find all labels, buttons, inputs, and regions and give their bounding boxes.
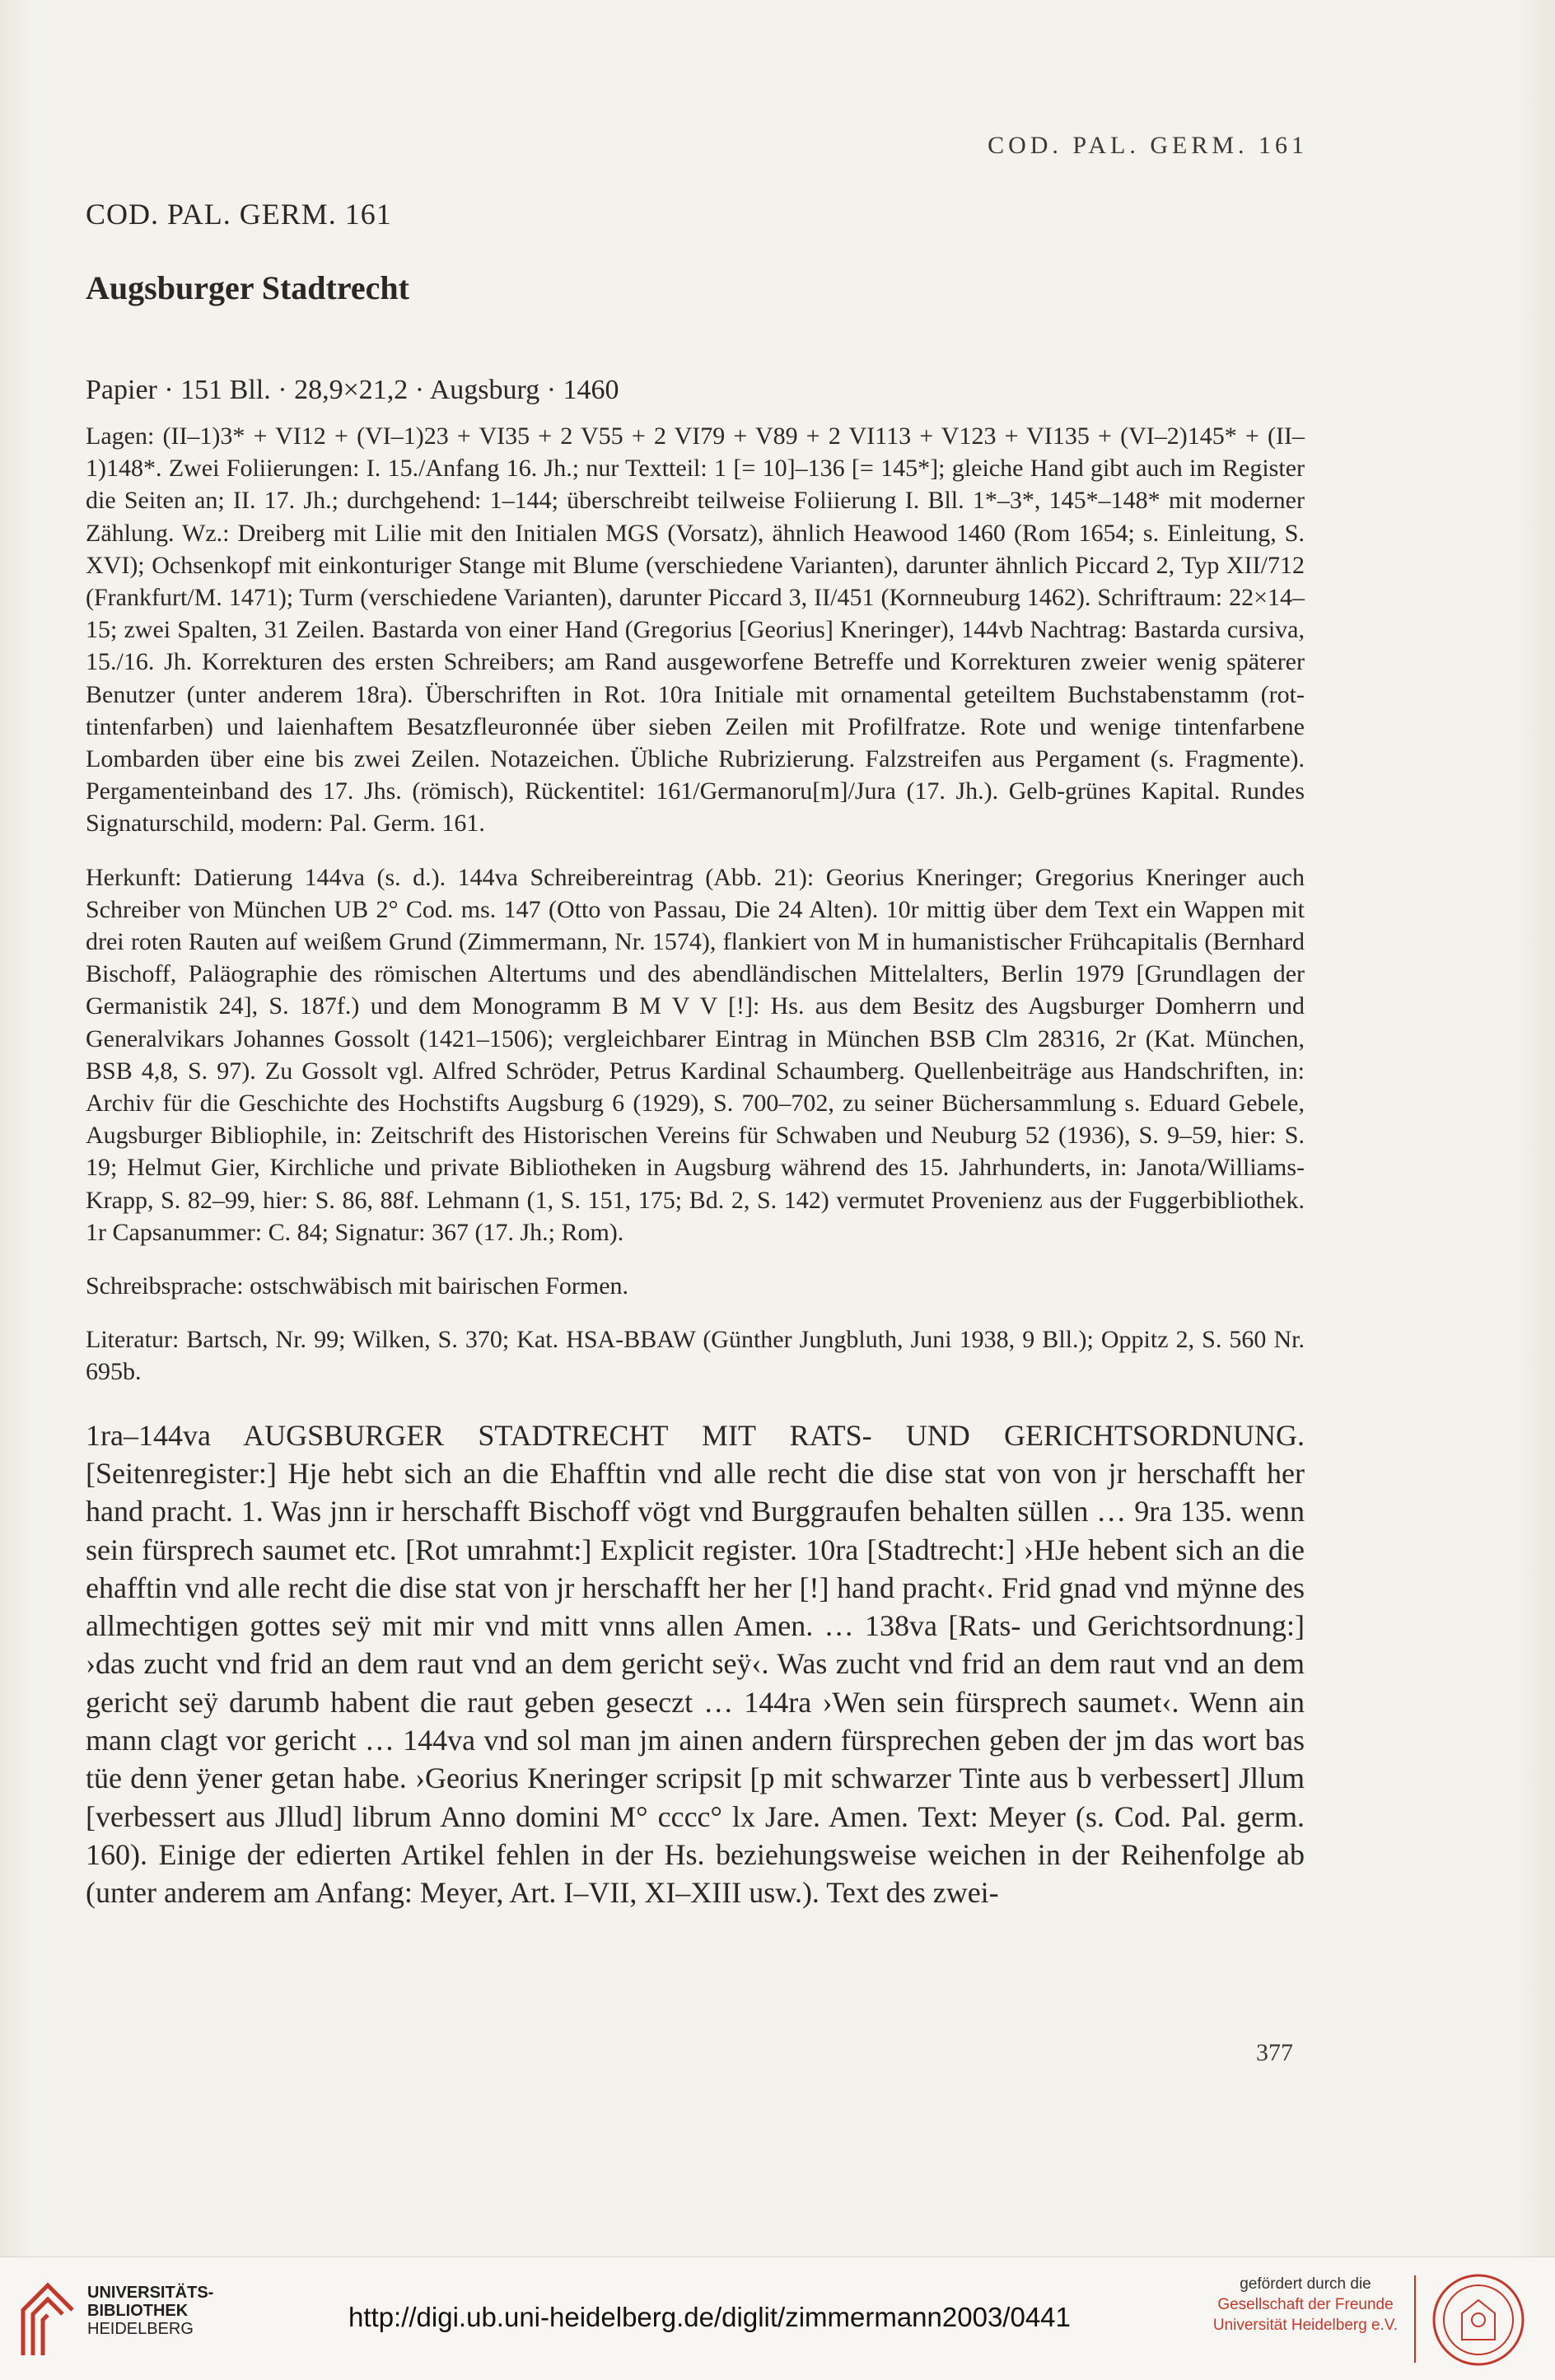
provenance-paragraph: Herkunft: Datierung 144va (s. d.). 144va Schreibereintrag (Abb. 21): Georius Kneringer; Gregorius Kneringer auch Schreiber von München UB 2° Cod. ms. 147 (Otto von Passau, Die 24 Alten). 10r mittig über dem Text ein Wappen mit drei roten Rauten auf weißem Grund (Zimmermann, Nr. 1574), flankiert von M in humanistischer Frühcapitalis (Bernhard Bischoff, Paläographie des römischen Altertums und des abendländischen Mittelalters, Berlin 1979 [Grundlagen der Germanistik 24], S. 187f.) und dem Monogramm B M V V [!]: Hs. aus dem Besitz des Augsburger Domherrn und Generalvikars Johannes Gossolt (1421–1506); vergleichbarer Eintrag in München BSB Clm 28316, 2r (Kat. München, BSB 4,8, S. 97). Zu Gossolt vgl. Alfred Schröder, Petrus Kardinal Schaumberg. Quellenbeiträge aus Handschriften, in: Archiv für die Geschichte des Hochstifts Augsburg 6 (1929), S. 700–702, zu seiner Büchersammlung s. Eduard Gebele, Augsburger Bibliophile, in: Zeitschrift des Historischen Vereins für Schwaben und Neuburg 52 (1936), S. 9–59, hier: S. 19; Helmut Gier, Kirchliche und private Bibliotheken in Augsburg während des 15. Jahrhunderts, in: Janota/Williams-Krapp, S. 82–99, hier: S. 86, 88f. Lehmann (1, S. 151, 175; Bd. 2, S. 142) vermutet Provenienz aus der Fuggerbibliothek. 1r Capsanummer: C. 84; Signatur: 367 (17. Jh.; Rom). <box>86 863 1305 1246</box>
running-head: COD. PAL. GERM. 161 <box>988 132 1308 159</box>
catalog-entry <box>86 196 1305 1912</box>
literature-paragraph: Literatur: Bartsch, Nr. 99; Wilken, S. 370; Kat. HSA-BBAW (Günther Jungbluth, Juni 1938, 9 Bll.); Oppitz 2, S. 560 Nr. 695b. <box>86 1326 1305 1386</box>
footer-divider <box>1414 2275 1416 2363</box>
library-name <box>87 2284 213 2338</box>
library-name-line2: BIBLIOTHEK <box>87 2302 189 2320</box>
sponsor-credit <box>1198 2274 1413 2336</box>
university-seal-icon <box>1431 2272 1526 2372</box>
language-paragraph: Schreibsprache: ostschwäbisch mit bairischen Formen. <box>86 1272 629 1300</box>
library-name-line3: HEIDELBERG <box>87 2320 194 2338</box>
codicology-paragraph: Lagen: (II–1)3* + VI12 + (VI–1)23 + VI35 + 2 V55 + 2 VI79 + V89 + 2 VI113 + V123 + VI135 + (VI–2)145* + (II–1)148*. Zwei Foliierungen: I. 15./Anfang 16. Jh.; nur Textteil: 1 [= 10]–136 [= 145*]; gleiche Hand gibt auch im Register die Seiten an; II. 17. Jh.; durchgehend: 1–144; überschreibt teilweise Foliierung I. Bll. 1*–3*, 145*–148* mit moderner Zählung. Wz.: Dreiberg mit Lilie mit den Initialen MGS (Vorsatz), ähnlich Heawood 1460 (Rom 1654; s. Einleitung, S. XVI); Ochsenkopf mit einkonturiger Stange mit Blume (verschiedene Varianten), darunter ähnlich Piccard 2, Typ XII/712 (Frankfurt/M. 1471); Turm (verschiedene Varianten), darunter Piccard 3, II/451 (Kornneuburg 1462). Schriftraum: 22×14–15; zwei Spalten, 31 Zeilen. Bastarda von einer Hand (Gregorius [Georius] Kneringer), 144vb Nachtrag: Bastarda cursiva, 15./16. Jh. Korrekturen des ersten Schreibers; am Rand ausgeworfene Betreffe und Korrekturen zweier wenig späterer Benutzer (unter anderem 18ra). Überschriften in Rot. 10ra Initiale mit ornamental geteiltem Buchstabenstamm (rot-tintenfarben) und laienhaftem Besatzfleuronnée über sieben Zeilen mit Profilfratze. Rote und wenige tintenfarbene Lombarden über eine bis zwei Zeilen. Notazeichen. Übliche Rubrizierung. Falzstreifen aus Pergament (s. Fragmente). Pergamenteinband des 17. Jhs. (römisch), Rückentitel: 161/Germanoru[m]/Jura (17. Jh.). Gelb-grünes Kapital. Rundes Signaturschild, modern: Pal. Germ. 161. <box>86 422 1305 838</box>
sponsor-lead: gefördert durch die <box>1240 2275 1371 2293</box>
library-name-line1: UNIVERSITÄTS- <box>87 2284 214 2302</box>
library-logo-icon <box>15 2277 81 2364</box>
permalink-url[interactable]: http://digi.ub.uni-heidelberg.de/diglit/zimmermann2003/0441 <box>348 2302 1071 2332</box>
content-description: 1ra–144va AUGSBURGER STADTRECHT MIT RATS- UND GERICHTSORDNUNG. [Seitenregister:] Hje hebt sich an die Ehafftin vnd alle recht die dise stat von von jr herschafft her hand pracht. 1. Was jnn ir herschafft Bischoff vögt vnd Burggraufen behalten süllen … 9ra 135. wenn sein fürsprech saumet etc. [Rot umrahmt:] Explicit register. 10ra [Stadtrecht:] ›HJe hebent sich an die ehafftin vnd alle recht die dise stat von jr herschafft her her [!] hand pracht‹. Frid gnad vnd mÿnne des allmechtigen gottes seÿ mit mir vnd mitt vnns allen Amen. … 138va [Rats- und Gerichtsordnung:] ›das zucht vnd frid an dem raut vnd an dem gericht seÿ‹. Was zucht vnd frid an dem raut vnd an dem gericht seÿ darumb habent die raut geben geseczt … 144ra ›Wen sein fürsprech saumet‹. Wenn ain mann clagt vor gericht … 144va vnd sol man jm ainen andern fürsprechen geben der jm das wort bas tüe denn ÿener getan habe. ›Georius Kneringer scripsit [p mit schwarzer Tinte aus b verbessert] Jllum [verbessert aus Jllud] librum Anno domini M° cccc° lx Jare. Amen. Text: Meyer (s. Cod. Pal. germ. 160). Einige der edierten Artikel fehlen in der Hs. beziehungsweise weichen in der Reihenfolge ab (unter anderem am Anfang: Meyer, Art. I–VII, XI–XIII usw.). Text des zwei- <box>86 1418 1305 1910</box>
sponsor-name-line2: Universität Heidelberg e.V. <box>1212 2317 1399 2334</box>
entry-title: Augsburger Stadtrecht <box>86 269 409 306</box>
page-number: 377 <box>1256 2039 1293 2066</box>
viewer-footer <box>0 2256 1555 2380</box>
shelfmark-heading: COD. PAL. GERM. 161 <box>86 198 392 231</box>
physical-description-line: Papier · 151 Bll. · 28,9×21,2 · Augsburg · 1460 <box>86 375 619 405</box>
sponsor-name-line1: Gesellschaft der Freunde <box>1217 2296 1394 2313</box>
